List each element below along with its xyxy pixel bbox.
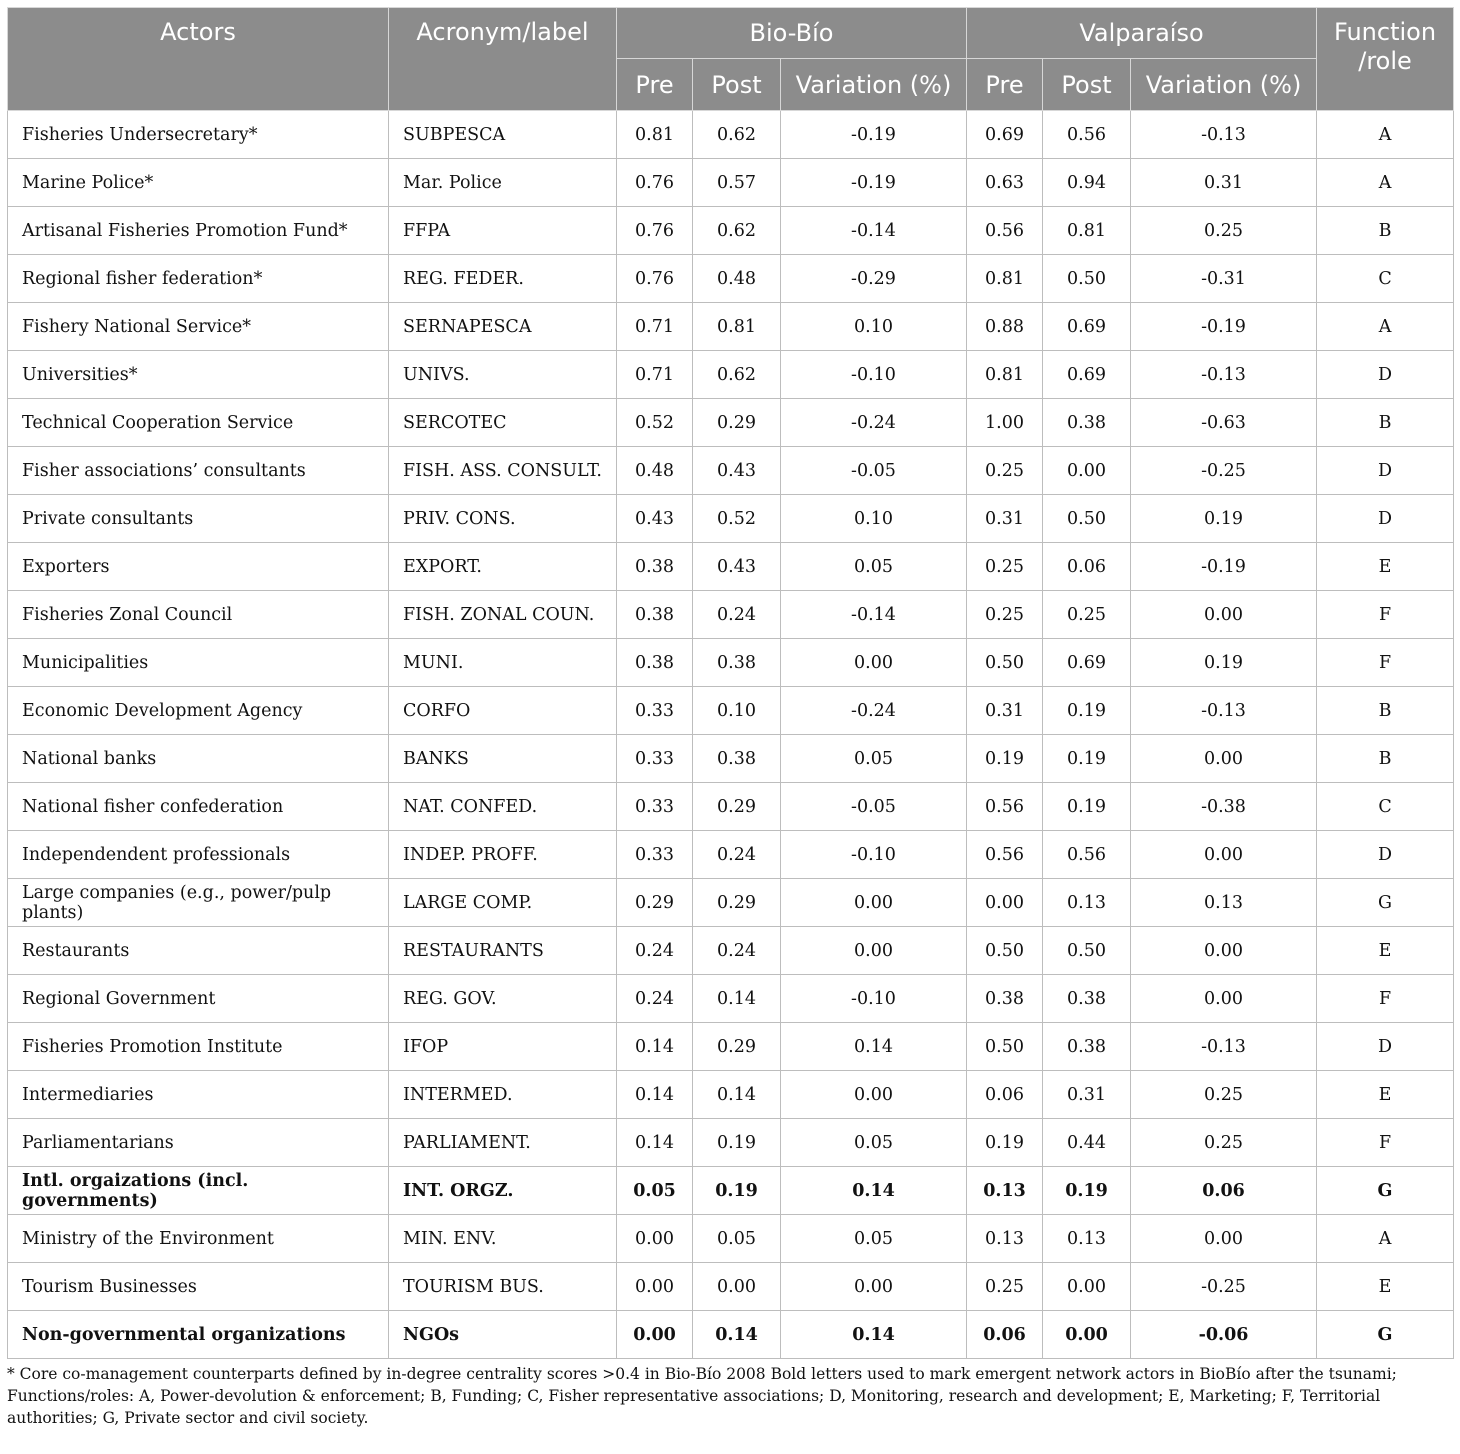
biobio-pre-cell: 0.29 [617, 879, 693, 927]
biobio-post-cell: 0.29 [693, 1023, 781, 1071]
valparaiso-variation-cell: -0.13 [1131, 1023, 1317, 1071]
valparaiso-pre-cell: 0.31 [967, 687, 1043, 735]
actor-cell: Fisheries Zonal Council [8, 591, 389, 639]
table-row [8, 639, 1454, 687]
valparaiso-post-cell: 0.50 [1043, 495, 1131, 543]
table-row [8, 591, 1454, 639]
function-role-cell: A [1317, 111, 1454, 159]
biobio-pre-cell: 0.43 [617, 495, 693, 543]
biobio-pre-cell: 0.00 [617, 1311, 693, 1359]
valparaiso-post-cell: 0.19 [1043, 735, 1131, 783]
valparaiso-post-cell: 0.19 [1043, 1167, 1131, 1215]
valparaiso-variation-cell: -0.63 [1131, 399, 1317, 447]
biobio-variation-cell: 0.00 [781, 879, 967, 927]
valparaiso-pre-cell: 0.69 [967, 111, 1043, 159]
valparaiso-pre-cell: 0.56 [967, 783, 1043, 831]
valparaiso-post-cell: 0.13 [1043, 1215, 1131, 1263]
biobio-post-cell: 0.43 [693, 447, 781, 495]
valparaiso-pre-cell: 0.56 [967, 831, 1043, 879]
biobio-pre-cell: 0.38 [617, 591, 693, 639]
header-valparaiso-variation: Variation (%) [1131, 59, 1317, 111]
biobio-variation-cell: 0.00 [781, 639, 967, 687]
acronym-cell: EXPORT. [389, 543, 617, 591]
biobio-pre-cell: 0.81 [617, 111, 693, 159]
table-row [8, 1071, 1454, 1119]
biobio-pre-cell: 0.00 [617, 1215, 693, 1263]
valparaiso-pre-cell: 0.25 [967, 447, 1043, 495]
valparaiso-post-cell: 0.56 [1043, 111, 1131, 159]
biobio-variation-cell: -0.24 [781, 687, 967, 735]
valparaiso-variation-cell: -0.38 [1131, 783, 1317, 831]
function-role-cell: B [1317, 207, 1454, 255]
acronym-cell: SUBPESCA [389, 111, 617, 159]
valparaiso-variation-cell: 0.00 [1131, 1215, 1317, 1263]
actor-cell: Universities* [8, 351, 389, 399]
biobio-variation-cell: -0.10 [781, 831, 967, 879]
header-region-biobio: Bio-Bío [617, 8, 967, 59]
header-valparaiso-post: Post [1043, 59, 1131, 111]
biobio-variation-cell: 0.10 [781, 303, 967, 351]
acronym-cell: INT. ORGZ. [389, 1167, 617, 1215]
table-row [8, 111, 1454, 159]
acronym-cell: REG. FEDER. [389, 255, 617, 303]
biobio-variation-cell: 0.10 [781, 495, 967, 543]
table-row [8, 927, 1454, 975]
valparaiso-variation-cell: -0.31 [1131, 255, 1317, 303]
table-body [8, 111, 1454, 1359]
biobio-post-cell: 0.00 [693, 1263, 781, 1311]
valparaiso-pre-cell: 0.81 [967, 351, 1043, 399]
biobio-variation-cell: -0.05 [781, 447, 967, 495]
biobio-post-cell: 0.14 [693, 1071, 781, 1119]
biobio-pre-cell: 0.71 [617, 351, 693, 399]
valparaiso-pre-cell: 0.50 [967, 1023, 1043, 1071]
biobio-variation-cell: 0.05 [781, 543, 967, 591]
biobio-pre-cell: 0.14 [617, 1023, 693, 1071]
actor-cell: Independendent professionals [8, 831, 389, 879]
function-role-cell: E [1317, 1071, 1454, 1119]
biobio-post-cell: 0.24 [693, 591, 781, 639]
valparaiso-pre-cell: 0.25 [967, 543, 1043, 591]
function-role-cell: D [1317, 447, 1454, 495]
actor-cell: Exporters [8, 543, 389, 591]
actor-cell: Fisheries Promotion Institute [8, 1023, 389, 1071]
table-row [8, 879, 1454, 927]
valparaiso-pre-cell: 0.25 [967, 1263, 1043, 1311]
valparaiso-post-cell: 0.81 [1043, 207, 1131, 255]
header-actors: Actors [8, 8, 389, 111]
valparaiso-variation-cell: 0.19 [1131, 639, 1317, 687]
biobio-post-cell: 0.81 [693, 303, 781, 351]
table-row [8, 399, 1454, 447]
actor-cell: Ministry of the Environment [8, 1215, 389, 1263]
acronym-cell: TOURISM BUS. [389, 1263, 617, 1311]
valparaiso-post-cell: 0.94 [1043, 159, 1131, 207]
biobio-variation-cell: -0.14 [781, 591, 967, 639]
biobio-variation-cell: -0.29 [781, 255, 967, 303]
biobio-post-cell: 0.38 [693, 735, 781, 783]
table-row [8, 207, 1454, 255]
biobio-post-cell: 0.62 [693, 207, 781, 255]
valparaiso-pre-cell: 0.81 [967, 255, 1043, 303]
valparaiso-post-cell: 0.38 [1043, 975, 1131, 1023]
function-role-cell: D [1317, 495, 1454, 543]
table-row [8, 1215, 1454, 1263]
function-role-cell: G [1317, 879, 1454, 927]
table-row [8, 351, 1454, 399]
table-row [8, 1311, 1454, 1359]
valparaiso-post-cell: 0.06 [1043, 543, 1131, 591]
centrality-table [7, 7, 1454, 1359]
table-row [8, 975, 1454, 1023]
function-role-cell: E [1317, 1263, 1454, 1311]
valparaiso-variation-cell: -0.06 [1131, 1311, 1317, 1359]
valparaiso-variation-cell: 0.25 [1131, 207, 1317, 255]
actor-cell: Economic Development Agency [8, 687, 389, 735]
actor-cell: Artisanal Fisheries Promotion Fund* [8, 207, 389, 255]
biobio-post-cell: 0.29 [693, 399, 781, 447]
valparaiso-variation-cell: 0.25 [1131, 1071, 1317, 1119]
valparaiso-variation-cell: 0.00 [1131, 927, 1317, 975]
biobio-pre-cell: 0.24 [617, 975, 693, 1023]
biobio-post-cell: 0.29 [693, 783, 781, 831]
header-acronym: Acronym/label [389, 8, 617, 111]
function-role-cell: F [1317, 975, 1454, 1023]
biobio-pre-cell: 0.33 [617, 831, 693, 879]
biobio-post-cell: 0.52 [693, 495, 781, 543]
biobio-post-cell: 0.29 [693, 879, 781, 927]
valparaiso-pre-cell: 0.06 [967, 1311, 1043, 1359]
valparaiso-pre-cell: 0.38 [967, 975, 1043, 1023]
acronym-cell: UNIVS. [389, 351, 617, 399]
biobio-variation-cell: 0.05 [781, 1119, 967, 1167]
actor-cell: Technical Cooperation Service [8, 399, 389, 447]
biobio-pre-cell: 0.33 [617, 687, 693, 735]
acronym-cell: BANKS [389, 735, 617, 783]
function-role-cell: D [1317, 831, 1454, 879]
table-row [8, 255, 1454, 303]
actor-cell: Regional fisher federation* [8, 255, 389, 303]
actor-cell: Regional Government [8, 975, 389, 1023]
table-row [8, 783, 1454, 831]
valparaiso-post-cell: 0.00 [1043, 1263, 1131, 1311]
valparaiso-variation-cell: 0.00 [1131, 735, 1317, 783]
biobio-variation-cell: 0.14 [781, 1311, 967, 1359]
header-region-valparaiso: Valparaíso [967, 8, 1317, 59]
actor-cell: National banks [8, 735, 389, 783]
biobio-post-cell: 0.24 [693, 831, 781, 879]
valparaiso-pre-cell: 0.19 [967, 735, 1043, 783]
valparaiso-pre-cell: 0.56 [967, 207, 1043, 255]
table-row [8, 1119, 1454, 1167]
actor-cell: Fishery National Service* [8, 303, 389, 351]
actor-cell: Municipalities [8, 639, 389, 687]
valparaiso-variation-cell: 0.31 [1131, 159, 1317, 207]
valparaiso-pre-cell: 0.88 [967, 303, 1043, 351]
table-footnote: * Core co-management counterparts defined by in-degree centrality scores >0.4 in Bio-Bío 2008 Bold letters used to mark emergent network actors in BioBío after the tsunami; Functions/roles: A, Power-devolution & enforcement; B, Funding; C, Fisher representative associations; D, Monitoring, research and development; E, Marketing; F, Territorial authorities; G, Private sector and civil society. [7, 1365, 1397, 1427]
actor-cell: Marine Police* [8, 159, 389, 207]
valparaiso-post-cell: 0.50 [1043, 255, 1131, 303]
actor-cell: Restaurants [8, 927, 389, 975]
acronym-cell: PRIV. CONS. [389, 495, 617, 543]
header-biobio-pre: Pre [617, 59, 693, 111]
valparaiso-post-cell: 0.44 [1043, 1119, 1131, 1167]
biobio-variation-cell: -0.19 [781, 111, 967, 159]
biobio-variation-cell: -0.05 [781, 783, 967, 831]
valparaiso-variation-cell: 0.00 [1131, 831, 1317, 879]
biobio-variation-cell: 0.00 [781, 1071, 967, 1119]
acronym-cell: MUNI. [389, 639, 617, 687]
actor-cell: Private consultants [8, 495, 389, 543]
valparaiso-variation-cell: 0.25 [1131, 1119, 1317, 1167]
function-role-cell: D [1317, 351, 1454, 399]
valparaiso-variation-cell: -0.19 [1131, 543, 1317, 591]
table-row [8, 687, 1454, 735]
valparaiso-variation-cell: -0.13 [1131, 351, 1317, 399]
biobio-pre-cell: 0.14 [617, 1071, 693, 1119]
biobio-post-cell: 0.38 [693, 639, 781, 687]
actor-cell: Intl. orgaizations (incl. governments) [8, 1167, 389, 1215]
biobio-pre-cell: 0.24 [617, 927, 693, 975]
valparaiso-post-cell: 0.38 [1043, 1023, 1131, 1071]
biobio-variation-cell: -0.14 [781, 207, 967, 255]
acronym-cell: SERNAPESCA [389, 303, 617, 351]
valparaiso-post-cell: 0.69 [1043, 639, 1131, 687]
acronym-cell: INDEP. PROFF. [389, 831, 617, 879]
biobio-post-cell: 0.24 [693, 927, 781, 975]
biobio-pre-cell: 0.71 [617, 303, 693, 351]
valparaiso-pre-cell: 0.13 [967, 1167, 1043, 1215]
valparaiso-pre-cell: 0.50 [967, 927, 1043, 975]
table-row [8, 1263, 1454, 1311]
acronym-cell: RESTAURANTS [389, 927, 617, 975]
acronym-cell: REG. GOV. [389, 975, 617, 1023]
table-container [7, 7, 1453, 1429]
table-row [8, 831, 1454, 879]
valparaiso-variation-cell: -0.25 [1131, 447, 1317, 495]
biobio-variation-cell: -0.10 [781, 351, 967, 399]
function-role-cell: F [1317, 639, 1454, 687]
valparaiso-variation-cell: -0.13 [1131, 687, 1317, 735]
valparaiso-pre-cell: 0.31 [967, 495, 1043, 543]
valparaiso-post-cell: 0.56 [1043, 831, 1131, 879]
acronym-cell: PARLIAMENT. [389, 1119, 617, 1167]
header-valparaiso-pre: Pre [967, 59, 1043, 111]
valparaiso-post-cell: 0.19 [1043, 687, 1131, 735]
table-row [8, 543, 1454, 591]
biobio-pre-cell: 0.05 [617, 1167, 693, 1215]
valparaiso-pre-cell: 0.06 [967, 1071, 1043, 1119]
acronym-cell: NGOs [389, 1311, 617, 1359]
valparaiso-variation-cell: 0.00 [1131, 975, 1317, 1023]
valparaiso-variation-cell: -0.25 [1131, 1263, 1317, 1311]
biobio-pre-cell: 0.33 [617, 783, 693, 831]
valparaiso-post-cell: 0.69 [1043, 351, 1131, 399]
biobio-post-cell: 0.57 [693, 159, 781, 207]
biobio-pre-cell: 0.38 [617, 543, 693, 591]
function-role-cell: G [1317, 1311, 1454, 1359]
valparaiso-pre-cell: 0.00 [967, 879, 1043, 927]
valparaiso-pre-cell: 0.25 [967, 591, 1043, 639]
biobio-pre-cell: 0.00 [617, 1263, 693, 1311]
actor-cell: National fisher confederation [8, 783, 389, 831]
valparaiso-post-cell: 0.31 [1043, 1071, 1131, 1119]
table-row [8, 159, 1454, 207]
biobio-post-cell: 0.05 [693, 1215, 781, 1263]
function-role-cell: B [1317, 687, 1454, 735]
biobio-variation-cell: 0.00 [781, 927, 967, 975]
acronym-cell: FFPA [389, 207, 617, 255]
valparaiso-post-cell: 0.13 [1043, 879, 1131, 927]
function-role-cell: B [1317, 399, 1454, 447]
biobio-variation-cell: 0.14 [781, 1023, 967, 1071]
function-role-cell: C [1317, 255, 1454, 303]
biobio-variation-cell: 0.00 [781, 1263, 967, 1311]
actor-cell: Tourism Businesses [8, 1263, 389, 1311]
acronym-cell: MIN. ENV. [389, 1215, 617, 1263]
table-row [8, 303, 1454, 351]
acronym-cell: Mar. Police [389, 159, 617, 207]
valparaiso-post-cell: 0.69 [1043, 303, 1131, 351]
valparaiso-post-cell: 0.50 [1043, 927, 1131, 975]
valparaiso-pre-cell: 1.00 [967, 399, 1043, 447]
valparaiso-variation-cell: 0.19 [1131, 495, 1317, 543]
acronym-cell: CORFO [389, 687, 617, 735]
biobio-variation-cell: 0.05 [781, 1215, 967, 1263]
valparaiso-post-cell: 0.25 [1043, 591, 1131, 639]
function-role-cell: B [1317, 735, 1454, 783]
biobio-post-cell: 0.10 [693, 687, 781, 735]
biobio-post-cell: 0.19 [693, 1167, 781, 1215]
table-row [8, 735, 1454, 783]
biobio-variation-cell: -0.10 [781, 975, 967, 1023]
biobio-pre-cell: 0.52 [617, 399, 693, 447]
function-role-cell: F [1317, 1119, 1454, 1167]
valparaiso-variation-cell: -0.13 [1131, 111, 1317, 159]
valparaiso-post-cell: 0.00 [1043, 1311, 1131, 1359]
biobio-variation-cell: -0.19 [781, 159, 967, 207]
valparaiso-variation-cell: 0.00 [1131, 591, 1317, 639]
header-function: Function /role [1317, 8, 1454, 111]
valparaiso-post-cell: 0.19 [1043, 783, 1131, 831]
table-row [8, 495, 1454, 543]
function-role-cell: A [1317, 1215, 1454, 1263]
biobio-variation-cell: 0.05 [781, 735, 967, 783]
biobio-post-cell: 0.43 [693, 543, 781, 591]
actor-cell: Large companies (e.g., power/pulp plants) [8, 879, 389, 927]
table-row [8, 1167, 1454, 1215]
biobio-post-cell: 0.62 [693, 351, 781, 399]
biobio-pre-cell: 0.76 [617, 207, 693, 255]
function-role-cell: F [1317, 591, 1454, 639]
acronym-cell: FISH. ASS. CONSULT. [389, 447, 617, 495]
acronym-cell: FISH. ZONAL COUN. [389, 591, 617, 639]
valparaiso-variation-cell: 0.13 [1131, 879, 1317, 927]
actor-cell: Intermediaries [8, 1071, 389, 1119]
acronym-cell: SERCOTEC [389, 399, 617, 447]
valparaiso-pre-cell: 0.50 [967, 639, 1043, 687]
valparaiso-pre-cell: 0.63 [967, 159, 1043, 207]
table-row [8, 1023, 1454, 1071]
actor-cell: Fisheries Undersecretary* [8, 111, 389, 159]
valparaiso-variation-cell: -0.19 [1131, 303, 1317, 351]
acronym-cell: IFOP [389, 1023, 617, 1071]
table-row [8, 447, 1454, 495]
biobio-post-cell: 0.19 [693, 1119, 781, 1167]
biobio-post-cell: 0.14 [693, 975, 781, 1023]
biobio-post-cell: 0.62 [693, 111, 781, 159]
biobio-pre-cell: 0.33 [617, 735, 693, 783]
biobio-post-cell: 0.14 [693, 1311, 781, 1359]
biobio-pre-cell: 0.38 [617, 639, 693, 687]
function-role-cell: E [1317, 543, 1454, 591]
actor-cell: Fisher associations’ consultants [8, 447, 389, 495]
function-role-cell: C [1317, 783, 1454, 831]
acronym-cell: INTERMED. [389, 1071, 617, 1119]
biobio-post-cell: 0.48 [693, 255, 781, 303]
valparaiso-variation-cell: 0.06 [1131, 1167, 1317, 1215]
biobio-pre-cell: 0.76 [617, 255, 693, 303]
header-biobio-variation: Variation (%) [781, 59, 967, 111]
actor-cell: Non-governmental organizations [8, 1311, 389, 1359]
valparaiso-post-cell: 0.00 [1043, 447, 1131, 495]
function-role-cell: G [1317, 1167, 1454, 1215]
biobio-variation-cell: -0.24 [781, 399, 967, 447]
valparaiso-pre-cell: 0.19 [967, 1119, 1043, 1167]
function-role-cell: A [1317, 303, 1454, 351]
header-biobio-post: Post [693, 59, 781, 111]
actor-cell: Parliamentarians [8, 1119, 389, 1167]
valparaiso-pre-cell: 0.13 [967, 1215, 1043, 1263]
function-role-cell: E [1317, 927, 1454, 975]
acronym-cell: LARGE COMP. [389, 879, 617, 927]
biobio-variation-cell: 0.14 [781, 1167, 967, 1215]
function-role-cell: D [1317, 1023, 1454, 1071]
biobio-pre-cell: 0.76 [617, 159, 693, 207]
biobio-pre-cell: 0.14 [617, 1119, 693, 1167]
acronym-cell: NAT. CONFED. [389, 783, 617, 831]
function-role-cell: A [1317, 159, 1454, 207]
valparaiso-post-cell: 0.38 [1043, 399, 1131, 447]
biobio-pre-cell: 0.48 [617, 447, 693, 495]
